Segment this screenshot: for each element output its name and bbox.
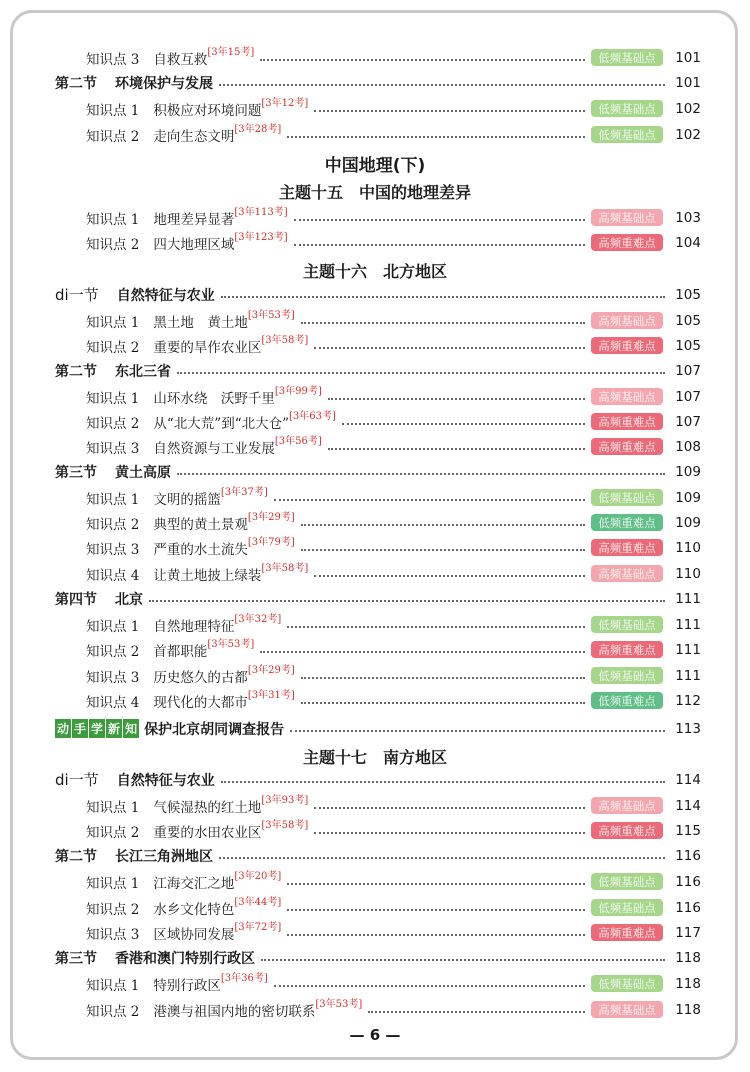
difficulty-badge: 低频重难点 (591, 514, 663, 531)
leader-dots (177, 372, 665, 374)
entry-number: 知识点 2 (86, 901, 140, 918)
entry-title: 山环水绕 沃野千里 (153, 390, 275, 407)
toc-entry[interactable] (86, 637, 701, 662)
entry-number: 知识点 1 (86, 211, 140, 228)
page-number: 116 (675, 899, 701, 916)
entry-number: 知识点 2 (86, 128, 140, 145)
page-number: 109 (675, 489, 701, 506)
toc-section[interactable] (55, 586, 701, 611)
difficulty-badge: 低频重难点 (591, 692, 663, 709)
page-number: 105 (675, 337, 701, 354)
toc-entry[interactable] (86, 510, 701, 535)
leader-dots (274, 985, 585, 987)
difficulty-badge: 高频基础点 (591, 565, 663, 582)
leader-dots (328, 448, 585, 450)
leader-dots (149, 600, 665, 602)
toc-entry[interactable] (86, 688, 701, 713)
leader-dots (301, 549, 585, 551)
page-number: 101 (675, 49, 701, 66)
tag-char: 动 (55, 719, 71, 738)
entry-title: 气候湿热的红土地 (153, 799, 262, 816)
tag-char: 新 (106, 719, 122, 738)
leader-dots (328, 398, 585, 400)
page-number: 114 (675, 797, 701, 814)
toc-entry[interactable] (86, 409, 701, 434)
section-title: 东北三省 (115, 363, 171, 380)
tag-char: 手 (72, 719, 88, 738)
difficulty-badge: 高频基础点 (591, 312, 663, 329)
leader-dots (301, 524, 585, 526)
difficulty-badge: 低频基础点 (591, 667, 663, 684)
exam-frequency: [3年58考] (261, 820, 309, 831)
exam-frequency: [3年44考] (234, 897, 282, 908)
exam-frequency: [3年28考] (234, 124, 282, 135)
exam-frequency: [3年29考] (247, 665, 295, 676)
entry-number: 知识点 3 (86, 926, 140, 943)
difficulty-badge: 高频重难点 (591, 413, 663, 430)
toc-entry[interactable] (86, 230, 701, 255)
exam-frequency: [3年99考] (274, 386, 322, 397)
toc-entry[interactable] (86, 333, 701, 358)
page-number: 102 (675, 126, 701, 143)
exam-frequency: [3年29考] (247, 512, 295, 523)
page-number: 115 (675, 822, 701, 839)
tag-char: 学 (89, 719, 105, 738)
leader-dots (219, 84, 665, 86)
entry-number: 知识点 3 (86, 669, 140, 686)
entry-number: 知识点 1 (86, 977, 140, 994)
page-number: 104 (675, 234, 701, 251)
difficulty-badge: 高频重难点 (591, 539, 663, 556)
page-number: 109 (675, 514, 701, 531)
section-number: 第四节 (55, 591, 97, 608)
exam-frequency: [3年32考] (234, 614, 282, 625)
page-number: 111 (675, 667, 701, 684)
section-number: 第三节 (55, 464, 97, 481)
theme-heading: 主题十七 南方地区 (302, 748, 447, 767)
entry-number: 知识点 2 (86, 824, 140, 841)
toc-section[interactable] (55, 843, 701, 868)
toc-section[interactable] (55, 767, 701, 792)
toc-section[interactable] (55, 459, 701, 484)
exam-frequency: [3年31考] (247, 690, 295, 701)
toc-entry[interactable] (86, 485, 701, 510)
page-number: 108 (675, 438, 701, 455)
section-title: 香港和澳门特别行政区 (115, 950, 255, 967)
entry-title: 首都职能 (153, 643, 208, 660)
entry-title: 文明的摇篮 (153, 491, 221, 508)
tag-char: 知 (123, 719, 139, 738)
exam-frequency: [3年72考] (234, 922, 282, 933)
entry-number: 知识点 3 (86, 541, 140, 558)
exam-frequency: [3年79考] (247, 537, 295, 548)
entry-number: 知识点 1 (86, 102, 140, 119)
section-number: 第二节 (55, 75, 97, 92)
toc-entry[interactable] (86, 793, 701, 818)
page-number: 107 (675, 413, 701, 430)
difficulty-badge: 低频基础点 (591, 899, 663, 916)
entry-number: 知识点 2 (86, 236, 140, 253)
page-number: 114 (675, 771, 701, 788)
page-number: 102 (675, 100, 701, 117)
toc-entry[interactable] (86, 895, 701, 920)
entry-title: 历史悠久的古都 (153, 669, 248, 686)
entry-title: 自然资源与工业发展 (153, 440, 275, 457)
difficulty-badge: 低频基础点 (591, 489, 663, 506)
leader-dots (301, 677, 585, 679)
entry-number: 知识点 2 (86, 643, 140, 660)
difficulty-badge: 高频基础点 (591, 209, 663, 226)
entry-number: 知识点 1 (86, 491, 140, 508)
entry-title: 水乡文化特色 (153, 901, 235, 918)
entry-title: 四大地理区域 (153, 236, 235, 253)
exam-frequency: [3年36考] (220, 973, 268, 984)
toc-entry[interactable] (86, 384, 701, 409)
section-number: di一节 (55, 771, 99, 789)
difficulty-badge: 高频重难点 (591, 822, 663, 839)
entry-title: 自然地理特征 (153, 618, 235, 635)
leader-dots (301, 702, 585, 704)
section-title: 长江三角洲地区 (115, 848, 213, 865)
entry-number: 知识点 4 (86, 567, 140, 584)
exam-frequency: [3年15考] (207, 47, 255, 58)
exam-frequency: [3年53考] (315, 999, 363, 1010)
page-number: 110 (675, 539, 701, 556)
leader-dots (314, 575, 585, 577)
entry-title: 重要的旱作农业区 (153, 339, 262, 356)
page-number: 107 (675, 362, 701, 379)
leader-dots (314, 347, 585, 349)
section-title: 自然特征与农业 (116, 287, 215, 304)
leader-dots (219, 857, 665, 859)
leader-dots (287, 883, 585, 885)
leader-dots (260, 59, 585, 61)
entry-number: 知识点 3 (86, 51, 140, 68)
entry-title: 让黄土地披上绿装 (153, 567, 262, 584)
entry-title: 从“北大荒”到“北大仓” (153, 415, 289, 432)
exam-frequency: [3年37考] (220, 487, 268, 498)
difficulty-badge: 低频基础点 (591, 100, 663, 117)
leader-dots (287, 934, 585, 936)
entry-title: 地理差异显著 (153, 211, 235, 228)
leader-dots (261, 959, 665, 961)
entry-title: 黑土地 黄土地 (153, 314, 248, 331)
page-number: 118 (675, 949, 701, 966)
leader-dots (287, 136, 585, 138)
leader-dots (177, 473, 665, 475)
toc-entry[interactable] (86, 308, 701, 333)
page-number: 111 (675, 616, 701, 633)
entry-title: 走向生态文明 (153, 128, 235, 145)
entry-number: 知识点 1 (86, 390, 140, 407)
toc-section[interactable] (55, 945, 701, 970)
entry-number: 知识点 4 (86, 694, 140, 711)
toc-entry[interactable] (86, 869, 701, 894)
entry-number: 知识点 2 (86, 1003, 140, 1020)
entry-number: 知识点 1 (86, 875, 140, 892)
activity-title: 保护北京胡同调查报告 (144, 721, 285, 738)
book-title: 中国地理(下) (324, 156, 426, 176)
difficulty-badge: 低频基础点 (591, 126, 663, 143)
leader-dots (290, 730, 665, 732)
difficulty-badge: 低频基础点 (591, 873, 663, 890)
page-number: 117 (675, 924, 701, 941)
section-number: 第二节 (55, 848, 97, 865)
entry-number: 知识点 1 (86, 314, 140, 331)
entry-title: 积极应对环境问题 (153, 102, 262, 119)
section-number: 第二节 (55, 363, 97, 380)
entry-title: 港澳与祖国内地的密切联系 (153, 1003, 316, 1020)
page-number: 105 (675, 286, 701, 303)
section-title: 自然特征与农业 (116, 772, 215, 789)
toc-entry[interactable] (86, 561, 701, 586)
exam-frequency: [3年53考] (207, 639, 255, 650)
page-number: 118 (675, 975, 701, 992)
leader-dots (260, 651, 585, 653)
entry-title: 江海交汇之地 (153, 875, 235, 892)
toc-entry[interactable] (86, 96, 701, 121)
leader-dots (221, 296, 665, 298)
toc-entry[interactable] (86, 920, 701, 945)
leader-dots (294, 219, 585, 221)
leader-dots (287, 626, 585, 628)
page-number: 101 (675, 74, 701, 91)
toc-entry[interactable] (86, 971, 701, 996)
page-number: 111 (675, 641, 701, 658)
difficulty-badge: 低频基础点 (591, 616, 663, 633)
toc-entry[interactable] (86, 535, 701, 560)
section-number: di一节 (55, 286, 99, 304)
difficulty-badge: 高频重难点 (591, 337, 663, 354)
leader-dots (294, 244, 585, 246)
section-title: 黄土高原 (115, 464, 171, 481)
leader-dots (314, 807, 585, 809)
toc-section[interactable] (55, 358, 701, 383)
exam-frequency: [3年53考] (247, 310, 295, 321)
leader-dots (342, 423, 585, 425)
toc-entry[interactable] (86, 818, 701, 843)
toc-activity[interactable] (55, 716, 701, 741)
section-title: 环境保护与发展 (115, 75, 213, 92)
leader-dots (314, 110, 585, 112)
page-number: 116 (675, 847, 701, 864)
toc-entry[interactable] (86, 122, 701, 147)
entry-title: 严重的水土流失 (153, 541, 248, 558)
difficulty-badge: 高频重难点 (591, 234, 663, 251)
exam-frequency: [3年123考] (234, 232, 288, 243)
page-number: 105 (675, 312, 701, 329)
leader-dots (314, 832, 585, 834)
page-number: 110 (675, 565, 701, 582)
exam-frequency: [3年56考] (274, 436, 322, 447)
page-number: 113 (675, 720, 701, 737)
page-number: 109 (675, 463, 701, 480)
difficulty-badge: 高频基础点 (591, 388, 663, 405)
entry-title: 特别行政区 (153, 977, 221, 994)
entry-number: 知识点 2 (86, 415, 140, 432)
toc-entry[interactable] (86, 205, 701, 230)
entry-number: 知识点 1 (86, 799, 140, 816)
toc-entry[interactable] (86, 997, 701, 1022)
activity-tag (55, 719, 140, 738)
section-number: 第三节 (55, 950, 97, 967)
leader-dots (301, 322, 585, 324)
exam-frequency: [3年58考] (261, 335, 309, 346)
entry-number: 知识点 3 (86, 440, 140, 457)
leader-dots (274, 499, 585, 501)
toc-section[interactable] (55, 282, 701, 307)
page-number: 112 (675, 692, 701, 709)
toc-entry[interactable] (86, 45, 701, 70)
exam-frequency: [3年93考] (261, 795, 309, 806)
leader-dots (368, 1011, 585, 1013)
leader-dots (287, 909, 585, 911)
difficulty-badge: 高频重难点 (591, 438, 663, 455)
section-title: 北京 (115, 591, 143, 608)
difficulty-badge: 高频基础点 (591, 797, 663, 814)
page-number: 116 (675, 873, 701, 890)
entry-title: 重要的水田农业区 (153, 824, 262, 841)
entry-title: 典型的黄土景观 (153, 516, 248, 533)
entry-title: 自救互救 (153, 51, 208, 68)
toc-entry[interactable] (86, 663, 701, 688)
exam-frequency: [3年20考] (234, 871, 282, 882)
page-number: 111 (675, 590, 701, 607)
toc-section[interactable] (55, 70, 701, 95)
entry-number: 知识点 1 (86, 618, 140, 635)
theme-heading: 主题十六 北方地区 (302, 262, 447, 281)
theme-heading: 主题十五 中国的地理差异 (278, 183, 471, 202)
difficulty-badge: 低频基础点 (591, 975, 663, 992)
entry-number: 知识点 2 (86, 516, 140, 533)
exam-frequency: [3年12考] (261, 98, 309, 109)
entry-title: 现代化的大都市 (153, 694, 248, 711)
page-number: 107 (675, 388, 701, 405)
page-footer-number: — 6 — (349, 1026, 401, 1044)
difficulty-badge: 高频重难点 (591, 924, 663, 941)
exam-frequency: [3年63考] (289, 411, 336, 422)
difficulty-badge: 高频基础点 (591, 1001, 663, 1018)
exam-frequency: [3年113考] (234, 207, 288, 218)
entry-number: 知识点 2 (86, 339, 140, 356)
toc-entry[interactable] (86, 612, 701, 637)
difficulty-badge: 高频重难点 (591, 641, 663, 658)
page-number: 118 (675, 1001, 701, 1018)
exam-frequency: [3年58考] (261, 563, 309, 574)
difficulty-badge: 低频基础点 (591, 49, 663, 66)
entry-title: 区域协同发展 (153, 926, 235, 943)
leader-dots (221, 781, 665, 783)
toc-entry[interactable] (86, 434, 701, 459)
page-number: 103 (675, 209, 701, 226)
